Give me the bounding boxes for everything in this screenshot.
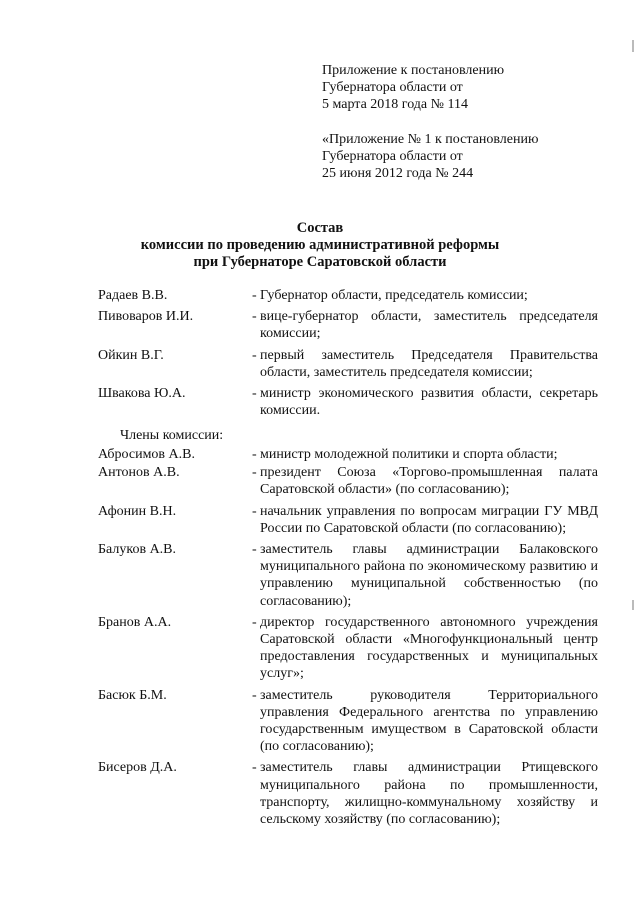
leaders-list (98, 287, 598, 419)
member-role: - первый заместитель Председателя Правительства области, заместитель председателя комиссии; (252, 347, 598, 381)
members-list (98, 446, 598, 828)
appendix-header-line: 5 марта 2018 года № 114 (322, 97, 468, 112)
list-item (98, 464, 598, 498)
member-role: - министр молодежной политики и спорта области; (252, 446, 598, 463)
appendix-header-line: Приложение к постановлению (322, 63, 505, 78)
list-item (98, 446, 598, 463)
member-name: Швакова Ю.А. (98, 386, 186, 402)
member-name: Бранов А.А. (98, 614, 172, 630)
list-item (98, 614, 598, 683)
member-name: Бисеров Д.А. (98, 760, 177, 776)
appendix-header-line: Губернатора области от (322, 80, 463, 95)
document-title-line: при Губернаторе Саратовской области (193, 254, 447, 270)
member-role: - президент Союза «Торгово-промышленная палата Саратовской области» (по согласованию); (252, 464, 598, 498)
member-role: - министр экономического развития области, секретарь комиссии. (252, 385, 598, 419)
appendix-header-line: 25 июня 2012 года № 244 (322, 166, 474, 181)
list-item (98, 503, 598, 537)
list-item (98, 687, 598, 756)
member-role: - начальник управления по вопросам миграции ГУ МВД России по Саратовской области (по согласованию); (252, 503, 598, 537)
list-item (98, 385, 598, 419)
scan-edge-mark (632, 40, 634, 52)
member-name: Афонин В.Н. (98, 503, 177, 519)
list-item (98, 287, 598, 304)
member-role: - заместитель главы администрации Ртищевского муниципального района по промышленности, транспорту, жилищно-коммунальному хозяйству и сельскому хозяйству (по согласованию); (252, 759, 598, 828)
member-name: Балуков А.В. (98, 542, 177, 558)
member-name: Антонов А.В. (98, 465, 180, 481)
member-role: - заместитель руководителя Территориального управления Федерального агентства по управлению государственным имуществом в Саратовской области (по согласованию); (252, 687, 598, 756)
member-name: Абросимов А.В. (98, 447, 195, 462)
list-item (98, 541, 598, 610)
member-role: - заместитель главы администрации Балаковского муниципального района по экономическому развитию и управлению муниципальной собственностью (по согласованию); (252, 541, 598, 610)
appendix-header-line: Губернатора области от (322, 149, 463, 164)
list-item (98, 759, 598, 828)
member-name: Пивоваров И.И. (98, 309, 194, 325)
member-role: - Губернатор области, председатель комиссии; (252, 287, 598, 304)
document-title: Состав (296, 220, 344, 236)
document-title-line: комиссии по проведению административной реформы (140, 237, 500, 253)
appendix-header (322, 62, 622, 113)
appendix-header-line: «Приложение № 1 к постановлению (322, 132, 539, 147)
member-name: Басюк Б.М. (98, 687, 167, 703)
member-role: - вице-губернатор области, заместитель председателя комиссии; (252, 308, 598, 342)
member-name: Ойкин В.Г. (98, 347, 164, 363)
member-role: - директор государственного автономного учреждения Саратовской области «Многофункциональный центр предоставления государственных и муниципальных услуг»; (252, 614, 598, 683)
list-item (98, 347, 598, 381)
members-heading: Члены комиссии: (120, 428, 224, 443)
original-appendix-header (322, 131, 622, 182)
scan-edge-mark (632, 600, 634, 610)
member-name: Радаев В.В. (98, 288, 168, 303)
list-item (98, 308, 598, 342)
